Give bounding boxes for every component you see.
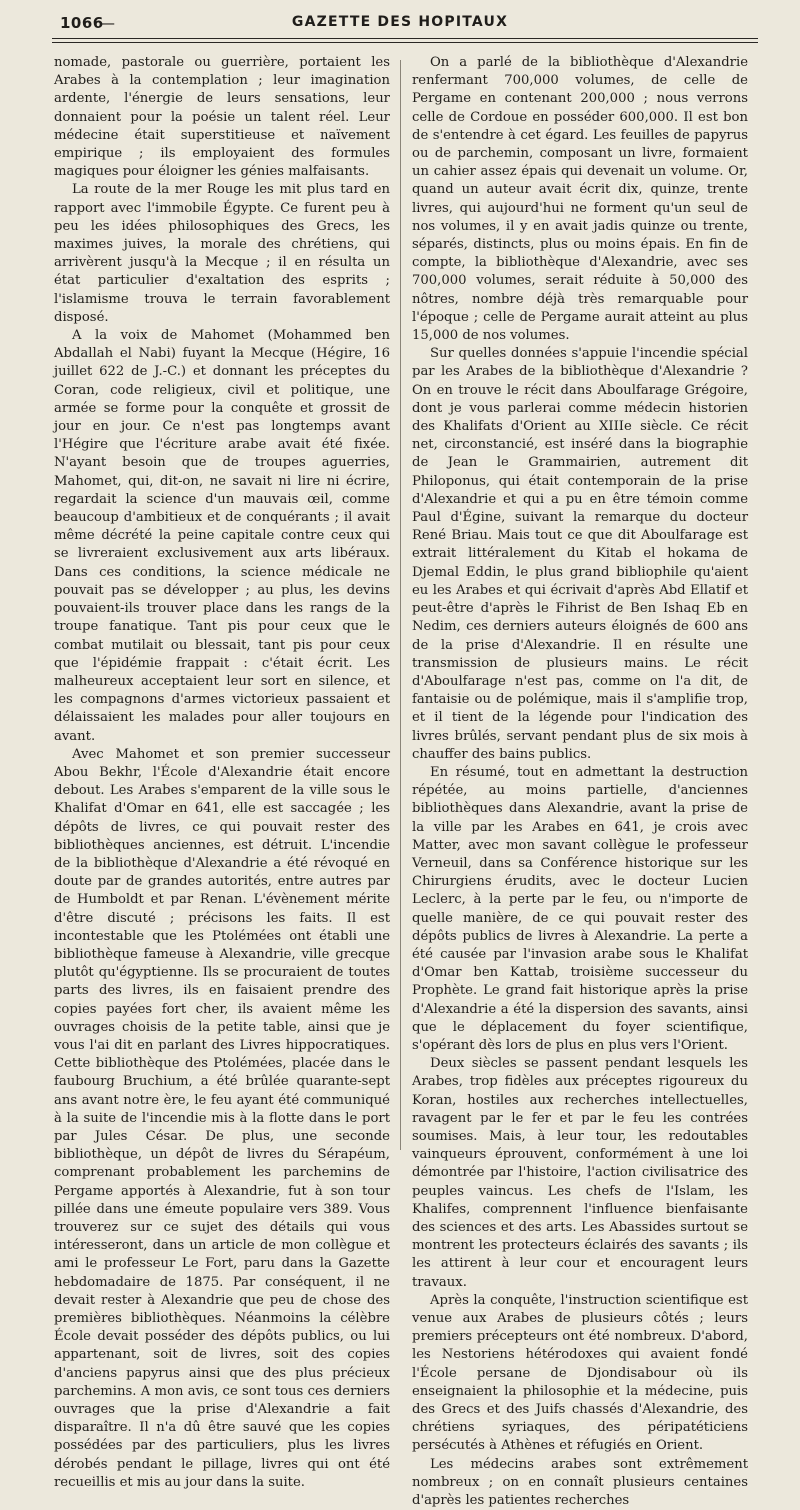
page-number: 1066 — [60, 14, 104, 32]
paragraph: Sur quelles données s'appuie l'incendie spécial par les Arabes de la bibliothèque d'Alexandrie ? On en trouve le récit dans Aboulfarage Grégoire, dont je vous parlerai comme médecin historien des Khalifats d'Orient au XIIIe siècle. Ce récit net, circonstancié, est inséré dans la biographie de Jean le Grammairien, autrement dit Philoponus, qui était contemporain de la prise d'Alexandrie et qui a pu en être témoin comme Paul d'Égine, suivant la remarque du docteur René Briau. Mais tout ce que dit Aboulfarage est extrait littéralement du Kitab el hokama de Djemal Eddin, le plus grand bibliophile qu'aient eu les Arabes et qui écrivait d'après Abd Ellatif et peut-être d'après le Fihrist de Ben Ishaq Eb en Nedim, ces derniers auteurs éloignés de 600 ans de la prise d'Alexandrie. Il en résulte une transmission de plusieurs mains. Le récit d'Aboulfarage n'est pas, comme on l'a dit, de fantaisie ou de polémique, mais il s'amplifie trop, et il tient de la légende pour l'indication des livres brûlés, servant pendant plus de six mois à chauffer des bains publics. — [412, 346, 748, 762]
column-divider — [400, 60, 401, 1150]
paragraph: La route de la mer Rouge les mit plus tard en rapport avec l'immobile Égypte. Ce furent peu à peu les idées philosophiques des Grecs, les maximes juives, la morale des chrétiens, qui arrivèrent jusqu'à la Mecque ; il en résulta un état particulier d'exaltation des esprits ; l'islamisme trouva le terrain favorablement disposé. — [54, 182, 390, 325]
right-column — [412, 54, 748, 1509]
paragraph: Après la conquête, l'instruction scientifique est venue aux Arabes de plusieurs côtés ; leurs premiers précepteurs ont été nombreux. D'abord, les Nestoriens hétérodoxes qui avaient fondé l'École persane de Djondisabour où ils enseignaient la philosophie et la médecine, puis des Grecs et des Juifs chassés d'Alexandrie, des chrétiens syriaques, des péripatéticiens persécutés à Athènes et réfugiés en Orient. — [412, 1292, 748, 1454]
paragraph: En résumé, tout en admettant la destruction répétée, au moins partielle, d'anciennes bibliothèques dans Alexandrie, avant la prise de la ville par les Arabes en 641, je crois avec Matter, avec mon savant collègue le professeur Verneuil, dans sa Conférence historique sur les Chirurgiens érudits, avec le docteur Lucien Leclerc, à la perte par le feu, ou n'importe de quelle manière, de ce qui pouvait rester des dépôts publics de livres à Alexandrie. La perte a été causée par l'invasion arabe sous le Khalifat d'Omar ben Kattab, troisième successeur du Prophète. Le grand fait historique après la prise d'Alexandrie a été la dispersion des savants, ainsi que le déplacement du foyer scientifique, s'opérant dès lors de plus en plus vers l'Orient. — [412, 764, 748, 1053]
header-separator: — — [100, 14, 115, 32]
paragraph: nomade, pastorale ou guerrière, portaient les Arabes à la contemplation ; leur imagination ardente, l'énergie de leurs sensations, leur donnaient pour la poésie un talent réel. Leur médecine était superstitieuse et naïvement empirique ; ils employaient des formules magiques pour éloigner les génies malfaisants. — [54, 55, 390, 180]
header-rule-bottom — [52, 42, 758, 43]
paragraph: Deux siècles se passent pendant lesquels les Arabes, trop fidèles aux préceptes rigoureux du Koran, hostiles aux recherches intellectuelles, ravagent par le fer et par le feu les contrées soumises. Mais, à leur tour, les redoutables vainqueurs éprouvent, conformément à une loi démontrée par l'histoire, l'action civilisatrice des peuples vaincus. Les chefs de l'Islam, les Khalifes, comprennent l'influence bienfaisante des sciences et des arts. Les Abassides surtout se montrent les protecteurs éclairés des savants ; ils les attirent à leur cour et encouragent leurs travaux. — [412, 1056, 748, 1290]
paragraph: A la voix de Mahomet (Mohammed ben Abdallah el Nabi) fuyant la Mecque (Hégire, 16 juillet 622 de J.-C.) et donnant les préceptes du Coran, code religieux, civil et politique, une armée se forme pour la conquête et grossit de jour en jour. Ce n'est pas longtemps avant l'Hégire que l'écriture arabe avait été fixée. N'ayant besoin que de troupes aguerries, Mahomet, qui, dit-on, ne savait ni lire ni écrire, regardait la science d'un mauvais œil, comme beaucoup d'ambitieux et de conquérants ; il avait même décrété la peine capitale contre ceux qui se livreraient exclusivement aux arts libéraux. Dans ces conditions, la science médicale ne pouvait pas se développer ; au plus, les devins pouvaient-ils trouver place dans les rangs de la troupe fanatique. Tant pis pour ceux que le combat mutilait ou blessait, tant pis pour ceux que l'épidémie frappait : c'était écrit. Les malheureux acceptaient leur sort en silence, et les compagnons d'armes victorieux passaient et délaissaient les malades pour aller toujours en avant. — [54, 328, 390, 744]
left-column — [54, 54, 390, 1490]
page-header — [0, 0, 800, 48]
paragraph: Avec Mahomet et son premier successeur Abou Bekhr, l'École d'Alexandrie était encore debout. Les Arabes s'emparent de la ville sous le Khalifat d'Omar en 641, elle est saccagée ; les dépôts de livres, ce qui pouvait rester des bibliothèques anciennes, est détruit. L'incendie de la bibliothèque d'Alexandrie a été révoqué en doute par de grandes autorités, entre autres par de Humboldt et par Renan. L'évènement mérite d'être discuté ; précisons les faits. Il est incontestable que les Ptolémées ont établi une bibliothèque fameuse à Alexandrie, ville grecque plutôt qu'égyptienne. Ils se procuraient de toutes parts des livres, ils en faisaient prendre des copies payées fort cher, ils avaient même les ouvrages choisis de la petite table, ainsi que je vous l'ai dit en parlant des Livres hippocratiques. Cette bibliothèque des Ptolémées, placée dans le faubourg Bruchium, a été brûlée quarante-sept ans avant notre ère, le feu ayant été communiqué à la suite de l'incendie mis à la flotte dans le port par Jules César. De plus, une seconde bibliothèque, un dépôt de livres du Sérapéum, comprenant probablement les parchemins de Pergame apportés à Alexandrie, fut à son tour pillée dans une émeute populaire vers 389. Vous trouverez sur ce sujet des détails qui vous intéresseront, dans un article de mon collègue et ami le professeur Le Fort, paru dans la Gazette hebdomadaire de 1875. Par conséquent, il ne devait rester à Alexandrie que peu de chose des premières bibliothèques. Néanmoins la célèbre École devait posséder des dépôts publics, ou lui appartenant, soit de livres, soit des copies d'anciens papyrus ainsi que des plus précieux parchemins. A mon avis, ce sont tous ces derniers ouvrages que la prise d'Alexandrie a fait disparaître. Il n'a dû être sauvé que les copies possédées par des particuliers, plus les livres dérobés pendant le pillage, livres qui ont été recueillis et mis au jour dans la suite. — [54, 746, 390, 1490]
header-rule-top — [52, 38, 758, 39]
paragraph: On a parlé de la bibliothèque d'Alexandrie renfermant 700,000 volumes, de celle de Pergame en contenant 200,000 ; nous verrons celle de Cordoue en posséder 600,000. Il est bon de s'entendre à cet égard. Les feuilles de papyrus ou de parchemin, composant un livre, formaient un cahier assez épais qui devenait un volume. Or, quand un auteur avait écrit dix, quinze, trente livres, qui aujourd'hui ne forment qu'un seul de nos volumes, il y en avait jadis quinze ou trente, séparés, distincts, plus ou moins épais. En fin de compte, la bibliothèque d'Alexandrie, avec ses 700,000 volumes, serait réduite à 50,000 des nôtres, nombre déjà très remarquable pour l'époque ; celle de Pergame aurait atteint au plus 15,000 de nos volumes. — [412, 55, 748, 344]
paragraph: Les médecins arabes sont extrêmement nombreux ; on en connaît plusieurs centaines d'après les patientes recherches — [412, 1456, 748, 1509]
journal-title: GAZETTE DES HOPITAUX — [291, 14, 509, 30]
